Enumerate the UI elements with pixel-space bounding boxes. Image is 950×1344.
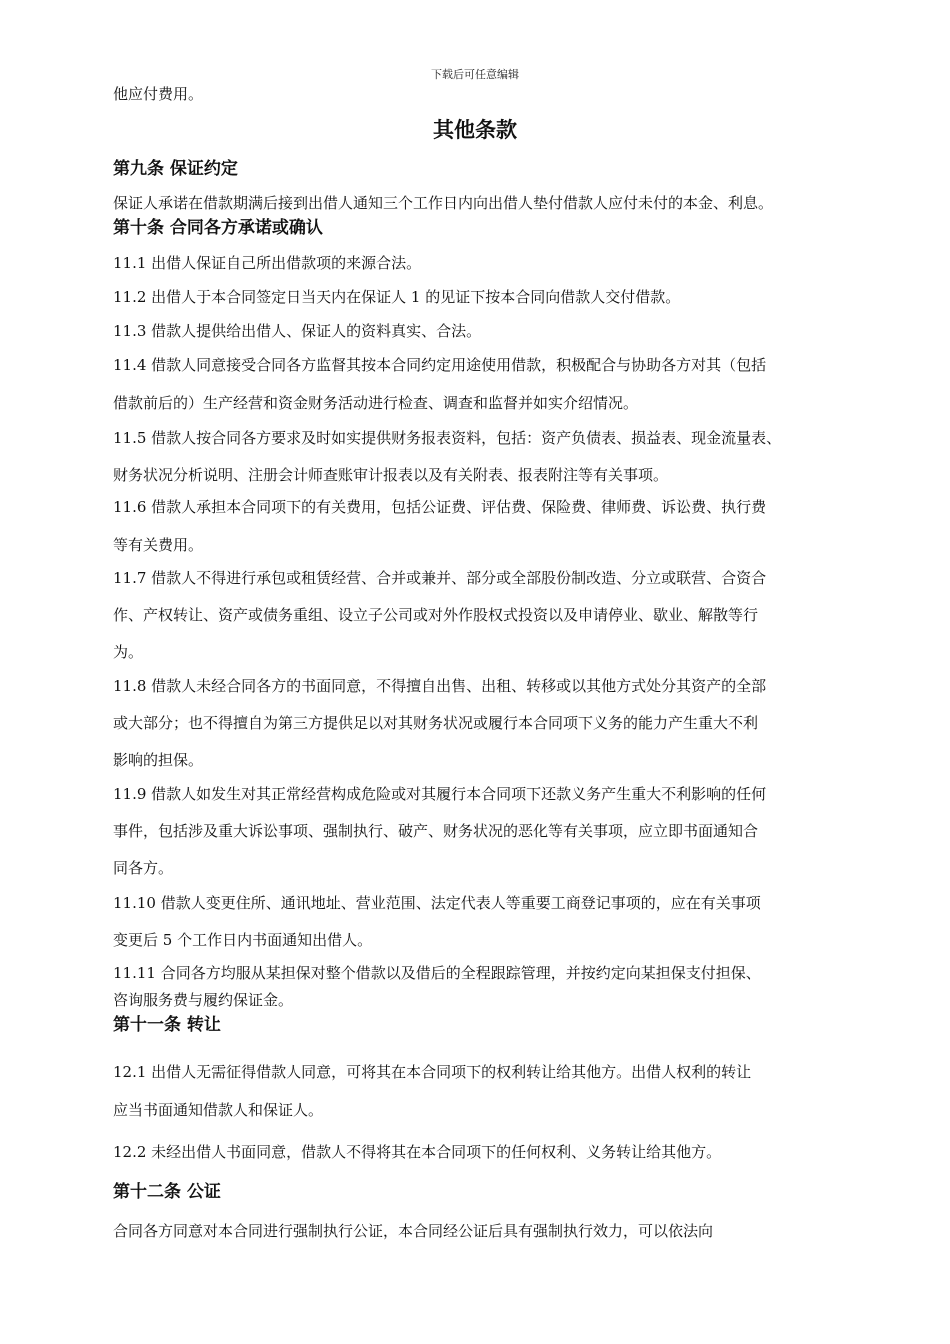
paragraph-line: 应当书面通知借款人和保证人。 [113, 1101, 324, 1119]
paragraph-line: 保证人承诺在借款期满后接到出借人通知三个工作日内向出借人垫付借款人应付未付的本金、利息。 [113, 194, 774, 212]
article-heading: 第九条 保证约定 [113, 159, 238, 179]
paragraph-line: 11.4 借款人同意接受合同各方监督其按本合同约定用途使用借款，积极配合与协助各方对其（包括 [113, 356, 767, 374]
paragraph-line: 事件，包括涉及重大诉讼事项、强制执行、破产、财务状况的恶化等有关事项，应立即书面通知合 [113, 822, 759, 840]
paragraph-line: 11.2 出借人于本合同签定日当天内在保证人 1 的见证下按本合同向借款人交付借款。 [113, 288, 681, 306]
paragraph-line: 作、产权转让、资产或债务重组、设立子公司或对外作股权式投资以及申请停业、歇业、解散等行 [113, 606, 759, 624]
paragraph-line: 11.8 借款人未经合同各方的书面同意，不得擅自出售、出租、转移或以其他方式处分其资产的全部 [113, 677, 767, 695]
paragraph-line: 11.11 合同各方均服从某担保对整个借款以及借后的全程跟踪管理，并按约定向某担保支付担保、 [113, 964, 761, 982]
paragraph-line: 财务状况分析说明、注册会计师查账审计报表以及有关附表、报表附注等有关事项。 [113, 466, 669, 484]
paragraph-line: 借款前后的）生产经营和资金财务活动进行检查、调查和监督并如实介绍情况。 [113, 394, 639, 412]
paragraph-line: 等有关费用。 [113, 536, 204, 554]
paragraph-line: 12.2 未经出借人书面同意，借款人不得将其在本合同项下的任何权利、义务转让给其他方。 [113, 1143, 722, 1161]
paragraph-line: 变更后 5 个工作日内书面通知出借人。 [113, 931, 373, 949]
paragraph-line: 或大部分；也不得擅自为第三方提供足以对其财务状况或履行本合同项下义务的能力产生重大不利 [113, 714, 759, 732]
paragraph-line: 12.1 出借人无需征得借款人同意，可将其在本合同项下的权利转让给其他方。出借人权利的转让 [113, 1063, 752, 1081]
paragraph-line: 影响的担保。 [113, 751, 204, 769]
paragraph-line: 11.3 借款人提供给出借人、保证人的资料真实、合法。 [113, 322, 482, 340]
paragraph-line: 11.10 借款人变更住所、通讯地址、营业范围、法定代表人等重要工商登记事项的，应在有关事项 [113, 894, 761, 912]
paragraph-line: 同各方。 [113, 859, 174, 877]
paragraph-line: 合同各方同意对本合同进行强制执行公证，本合同经公证后具有强制执行效力，可以依法向 [113, 1222, 714, 1240]
page-header: 下载后可任意编辑 [431, 68, 519, 81]
paragraph-line: 咨询服务费与履约保证金。 [113, 991, 294, 1009]
section-title: 其他条款 [433, 118, 517, 142]
article-heading: 第十条 合同各方承诺或确认 [113, 218, 323, 238]
paragraph-line: 11.9 借款人如发生对其正常经营构成危险或对其履行本合同项下还款义务产生重大不利影响的任何 [113, 785, 767, 803]
paragraph-line: 11.6 借款人承担本合同项下的有关费用，包括公证费、评估费、保险费、律师费、诉讼费、执行费 [113, 498, 767, 516]
paragraph-line: 11.7 借款人不得进行承包或租赁经营、合并或兼并、部分或全部股份制改造、分立或联营、合资合 [113, 569, 767, 587]
paragraph-line: 为。 [113, 643, 144, 661]
article-heading: 第十二条 公证 [113, 1182, 221, 1202]
paragraph-line: 他应付费用。 [113, 85, 204, 103]
paragraph-line: 11.1 出借人保证自己所出借款项的来源合法。 [113, 254, 422, 272]
paragraph-line: 11.5 借款人按合同各方要求及时如实提供财务报表资料，包括：资产负债表、损益表、现金流量表、 [113, 429, 782, 447]
article-heading: 第十一条 转让 [113, 1015, 221, 1035]
